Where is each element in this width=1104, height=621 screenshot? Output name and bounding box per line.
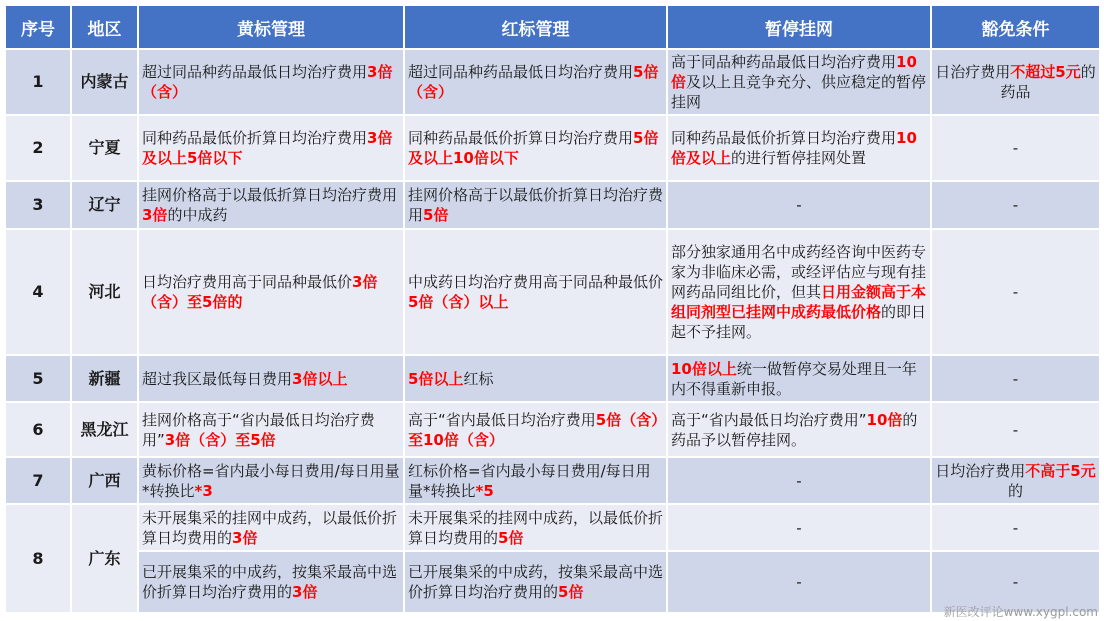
cell-pause <box>667 355 931 402</box>
cell-pause <box>667 181 931 229</box>
cell-text: - <box>796 518 802 537</box>
comparison-table <box>4 4 1101 614</box>
row-no: 6 <box>5 402 71 457</box>
cell-text: 已开展集采的中成药，按集采最高中选价折算日均治疗费用的 <box>408 563 664 601</box>
row-no: 2 <box>5 115 71 181</box>
cell-text: 超过同品种药品最低日均治疗费用 <box>408 63 634 81</box>
header-region: 地区 <box>71 5 138 49</box>
cell-exempt <box>931 402 1100 457</box>
cell-text: - <box>1012 369 1019 388</box>
cell-exempt <box>931 355 1100 402</box>
highlight-text: 5倍及以上10倍以下 <box>408 129 659 167</box>
cell-text: - <box>1012 420 1019 439</box>
table-row <box>5 115 1100 181</box>
highlight-text: 3倍（含） <box>142 63 393 101</box>
cell-text: 挂网价格高于“省内最低日均治疗费用” <box>142 410 375 449</box>
cell-yellow <box>138 229 404 355</box>
cell-text: 的药品予以暂停挂网。 <box>671 410 918 449</box>
highlight-text: 10倍及以上 <box>671 129 917 167</box>
cell-text: - <box>1012 139 1019 157</box>
row-no: 1 <box>5 49 71 115</box>
cell-text: 中成药日均治疗费用高于同品种最低价 <box>408 273 664 291</box>
cell-pause <box>667 115 931 181</box>
cell-red <box>404 551 667 613</box>
row-no: 8 <box>5 504 71 613</box>
cell-red <box>404 229 667 355</box>
cell-yellow <box>138 115 404 181</box>
cell-pause <box>667 402 931 457</box>
cell-text: 的中成药 <box>167 206 228 224</box>
table-row <box>5 457 1100 504</box>
cell-text: 超过我区最低每日费用 <box>142 369 293 388</box>
row-no: 5 <box>5 355 71 402</box>
header-exempt: 豁免条件 <box>931 5 1100 49</box>
highlight-text: 10倍 <box>866 410 903 429</box>
highlight-text: 3倍（含）至5倍 <box>164 430 276 449</box>
highlight-text: 5倍 <box>423 206 449 224</box>
highlight-text: 5倍（含） <box>408 63 659 101</box>
cell-text: - <box>1012 518 1019 537</box>
highlight-text: 5倍 <box>558 583 584 601</box>
row-region: 河北 <box>71 229 138 355</box>
watermark: 新医改评论www.xygpl.com <box>943 605 1098 619</box>
cell-exempt <box>931 504 1100 551</box>
highlight-text: 3倍 <box>142 206 168 224</box>
cell-red <box>404 181 667 229</box>
cell-text: 部分独家通用名中成药经咨询中医药专家为非临床必需，或经评估应与现有挂网药品同组比价，但其 <box>671 243 927 301</box>
cell-text: 超过同品种药品最低日均治疗费用 <box>142 63 368 81</box>
highlight-text: 3倍 <box>292 583 318 601</box>
cell-text: - <box>1012 196 1019 214</box>
header-red: 红标管理 <box>404 5 667 49</box>
cell-exempt <box>931 457 1100 504</box>
cell-text: 的即日起不予挂网。 <box>671 303 927 341</box>
cell-text: 同种药品最低价折算日均治疗费用 <box>408 129 634 147</box>
row-region: 黑龙江 <box>71 402 138 457</box>
cell-text: - <box>1012 573 1019 591</box>
cell-text: 黄标价格=省内最小每日费用/每日用量*转换比 <box>142 461 400 500</box>
cell-red <box>404 355 667 402</box>
table-row <box>5 229 1100 355</box>
row-region: 广西 <box>71 457 138 504</box>
cell-yellow <box>138 402 404 457</box>
cell-text: 未开展集采的挂网中成药，以最低价折算日均费用的 <box>408 508 664 547</box>
cell-text: 的进行暂停挂网处置 <box>731 149 867 167</box>
cell-yellow <box>138 457 404 504</box>
cell-text: 日均治疗费用 <box>935 461 1026 480</box>
cell-text: - <box>1012 283 1019 301</box>
cell-text: 同种药品最低价折算日均治疗费用 <box>671 129 897 147</box>
table-row <box>5 504 1100 551</box>
cell-pause <box>667 457 931 504</box>
row-region: 内蒙古 <box>71 49 138 115</box>
highlight-text: 3倍（含）至5倍的 <box>142 273 378 311</box>
cell-text: - <box>796 471 802 490</box>
cell-text: 挂网价格高于以最低折算日均治疗费用 <box>142 186 398 204</box>
cell-text: 的药品 <box>1000 63 1096 101</box>
cell-yellow <box>138 551 404 613</box>
cell-red <box>404 115 667 181</box>
highlight-text: 3倍以上 <box>292 369 348 388</box>
cell-yellow <box>138 49 404 115</box>
row-region: 宁夏 <box>71 115 138 181</box>
row-region: 新疆 <box>71 355 138 402</box>
cell-yellow <box>138 504 404 551</box>
row-region: 广东 <box>71 504 138 613</box>
cell-text: - <box>796 573 802 591</box>
cell-text: 日均治疗费用高于同品种最低价 <box>142 273 353 291</box>
cell-text: - <box>796 196 802 214</box>
cell-text: 红标价格=省内最小每日费用/每日用量*转换比 <box>408 461 651 500</box>
cell-text: 统一做暂停交易处理且一年内不得重新申报。 <box>671 359 917 398</box>
highlight-text: 3倍及以上5倍以下 <box>142 129 393 167</box>
cell-pause <box>667 229 931 355</box>
highlight-text: *3 <box>194 481 213 500</box>
cell-text: 已开展集采的中成药，按集采最高中选价折算日均治疗费用的 <box>142 563 398 601</box>
cell-pause <box>667 49 931 115</box>
highlight-text: 5倍以上 <box>408 369 464 388</box>
row-no: 4 <box>5 229 71 355</box>
header-yellow: 黄标管理 <box>138 5 404 49</box>
cell-red <box>404 504 667 551</box>
cell-red <box>404 49 667 115</box>
cell-red <box>404 402 667 457</box>
cell-text: 及以上且竞争充分、供应稳定的暂停挂网 <box>671 73 927 111</box>
highlight-text: 5倍 <box>498 528 524 547</box>
highlight-text: 不超过5元 <box>1010 63 1081 81</box>
highlight-text: 不高于5元 <box>1025 461 1096 480</box>
row-no: 7 <box>5 457 71 504</box>
header-row <box>5 5 1100 49</box>
table-row <box>5 402 1100 457</box>
highlight-text: 10倍 <box>671 53 917 91</box>
cell-red <box>404 457 667 504</box>
header-no: 序号 <box>5 5 71 49</box>
cell-text: 高于“省内最低日均治疗费用 <box>408 410 596 429</box>
highlight-text: 5倍（含）以上 <box>408 293 509 311</box>
cell-text: 红标 <box>463 369 494 388</box>
row-no: 3 <box>5 181 71 229</box>
highlight-text: 3倍 <box>232 528 258 547</box>
cell-exempt <box>931 115 1100 181</box>
cell-text: 未开展集采的挂网中成药，以最低价折算日均费用的 <box>142 508 398 547</box>
highlight-text: *5 <box>475 481 494 500</box>
cell-text: 同种药品最低价折算日均治疗费用 <box>142 129 368 147</box>
highlight-text: 10倍以上 <box>671 359 737 378</box>
cell-pause <box>667 504 931 551</box>
cell-exempt <box>931 229 1100 355</box>
cell-text: 挂网价格高于以最低价折算日均治疗费用 <box>408 186 664 224</box>
table-row <box>5 181 1100 229</box>
highlight-text: 日用金额高于本组同剂型已挂网中成药最低价格 <box>671 283 927 321</box>
cell-exempt <box>931 181 1100 229</box>
cell-text: 的 <box>1007 481 1023 500</box>
header-pause: 暂停挂网 <box>667 5 931 49</box>
table-row <box>5 551 1100 613</box>
table-row <box>5 49 1100 115</box>
cell-text: 高于同品种药品最低日均治疗费用 <box>671 53 897 71</box>
highlight-text: 5倍（含）至10倍（含） <box>408 410 659 449</box>
cell-exempt <box>931 49 1100 115</box>
cell-yellow <box>138 355 404 402</box>
table-row <box>5 355 1100 402</box>
cell-pause <box>667 551 931 613</box>
cell-text: 日治疗费用 <box>935 63 1011 81</box>
cell-yellow <box>138 181 404 229</box>
cell-text: 高于“省内最低日均治疗费用” <box>671 410 867 429</box>
row-region: 辽宁 <box>71 181 138 229</box>
